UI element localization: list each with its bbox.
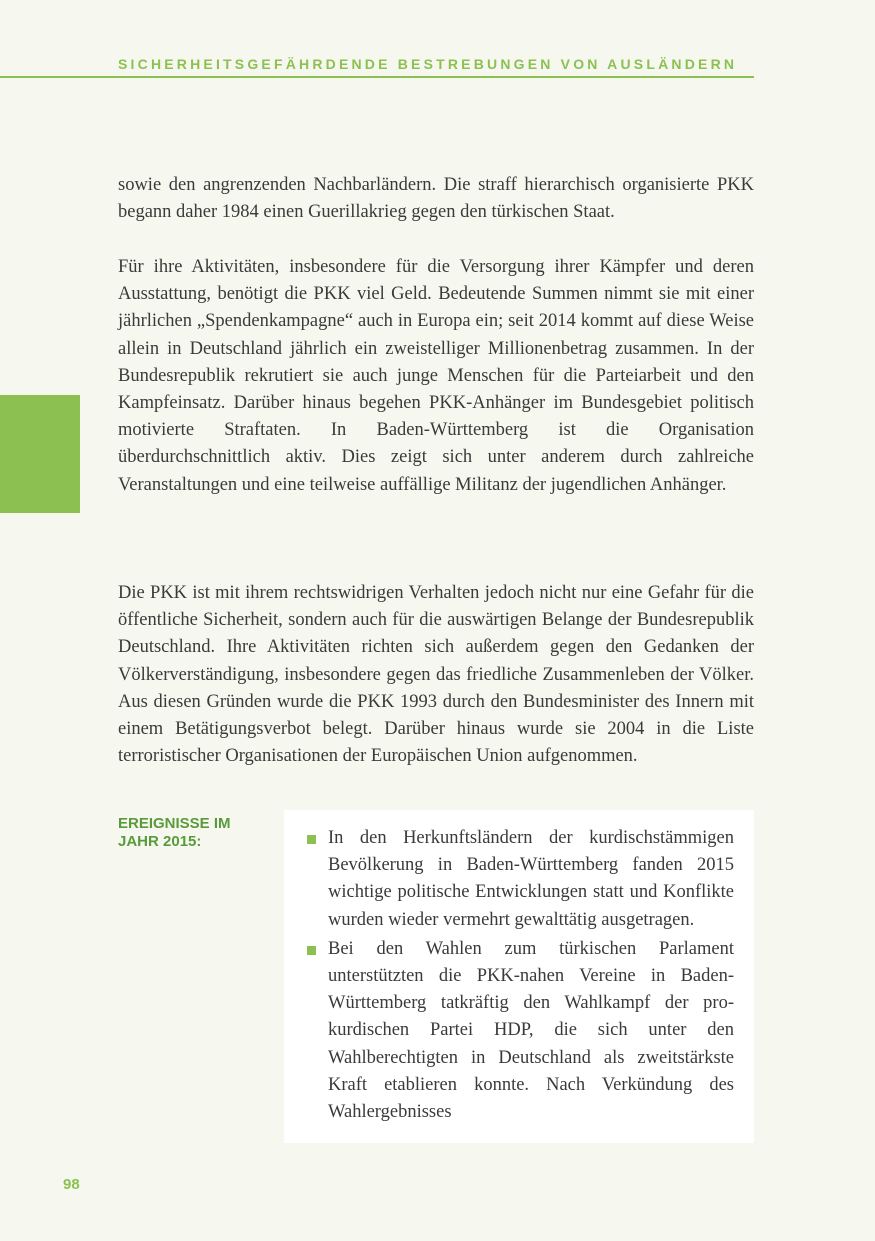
events-section-label: EREIGNISSE IM JAHR 2015: — [118, 815, 231, 850]
page-number: 98 — [63, 1176, 80, 1193]
paragraph-1: sowie den angrenzenden Nachbarländern. Die straff hierarchisch organisierte PKK begann daher 1984 einen Guerillakrieg gegen den türkischen Staat. — [118, 175, 754, 223]
chapter-side-tab — [0, 395, 80, 513]
list-item-text: In den Herkunftsländern der kurdischstämmigen Bevölkerung in Baden-Württemberg fanden 2015 wichtige politische Entwicklungen statt und Konflikte wurden wieder vermehrt gewalttätig ausgetragen. — [328, 828, 734, 930]
paragraph-3: Die PKK ist mit ihrem rechtswidrigen Verhalten jedoch nicht nur eine Gefahr für die öffentliche Sicherheit, sondern auch für die auswärtigen Belange der Bundesrepublik Deutschland. Ihre Aktivitäten richten sich außerdem gegen den Gedanken der Völkerverständigung, insbesondere gegen das friedliche Zusammenleben der Völker. Aus diesen Gründen wurde die PKK 1993 durch den Bundesminister des Innern mit einem Betätigungsverbot belegt. Darüber hinaus wurde sie 2004 in die Liste terroristischer Organisationen der Europäischen Union aufgenommen. — [118, 583, 754, 767]
square-bullet-icon — [307, 946, 316, 955]
events-list — [284, 810, 754, 1126]
running-header-title: SICHERHEITSGEFÄHRDENDE BESTREBUNGEN VON AUSLÄNDERN — [118, 56, 738, 72]
list-item-text: Bei den Wahlen zum türkischen Parlament unterstützten die PKK-nahen Vereine in Baden-Württemberg tatkräftig den Wahlkampf der pro-kurdischen Partei HDP, die sich unter den Wahlberechtigten in Deutschland als zweitstärkste Kraft etablieren konnte. Nach Verkündung des Wahlergebnisses — [328, 938, 734, 1123]
list-item — [304, 825, 734, 934]
events-box — [284, 810, 754, 1143]
paragraph-2: Für ihre Aktivitäten, insbesondere für die Versorgung ihrer Kämpfer und deren Ausstattung, benötigt die PKK viel Geld. Bedeutende Summen nimmt sie mit einer jährlichen „Spendenkampagne“ auch in Europa ein; seit 2014 kommt auf diese Weise allein in Deutschland jährlich ein zweistelliger Millionenbetrag zusammen. In der Bundesrepublik rekrutiert sie auch junge Menschen für die Parteiarbeit und den Kampfeinsatz. Darüber hinaus begehen PKK-Anhänger im Bundesgebiet politisch motivierte Straftaten. In Baden-Württemberg ist die Organisation überdurchschnittlich aktiv. Dies zeigt sich unter anderem durch zahlreiche Veranstaltungen und eine teilweise auffällige Militanz der jugendlichen Anhänger. — [118, 257, 754, 495]
square-bullet-icon — [307, 835, 316, 844]
list-item — [304, 936, 734, 1126]
header-divider — [0, 76, 754, 78]
